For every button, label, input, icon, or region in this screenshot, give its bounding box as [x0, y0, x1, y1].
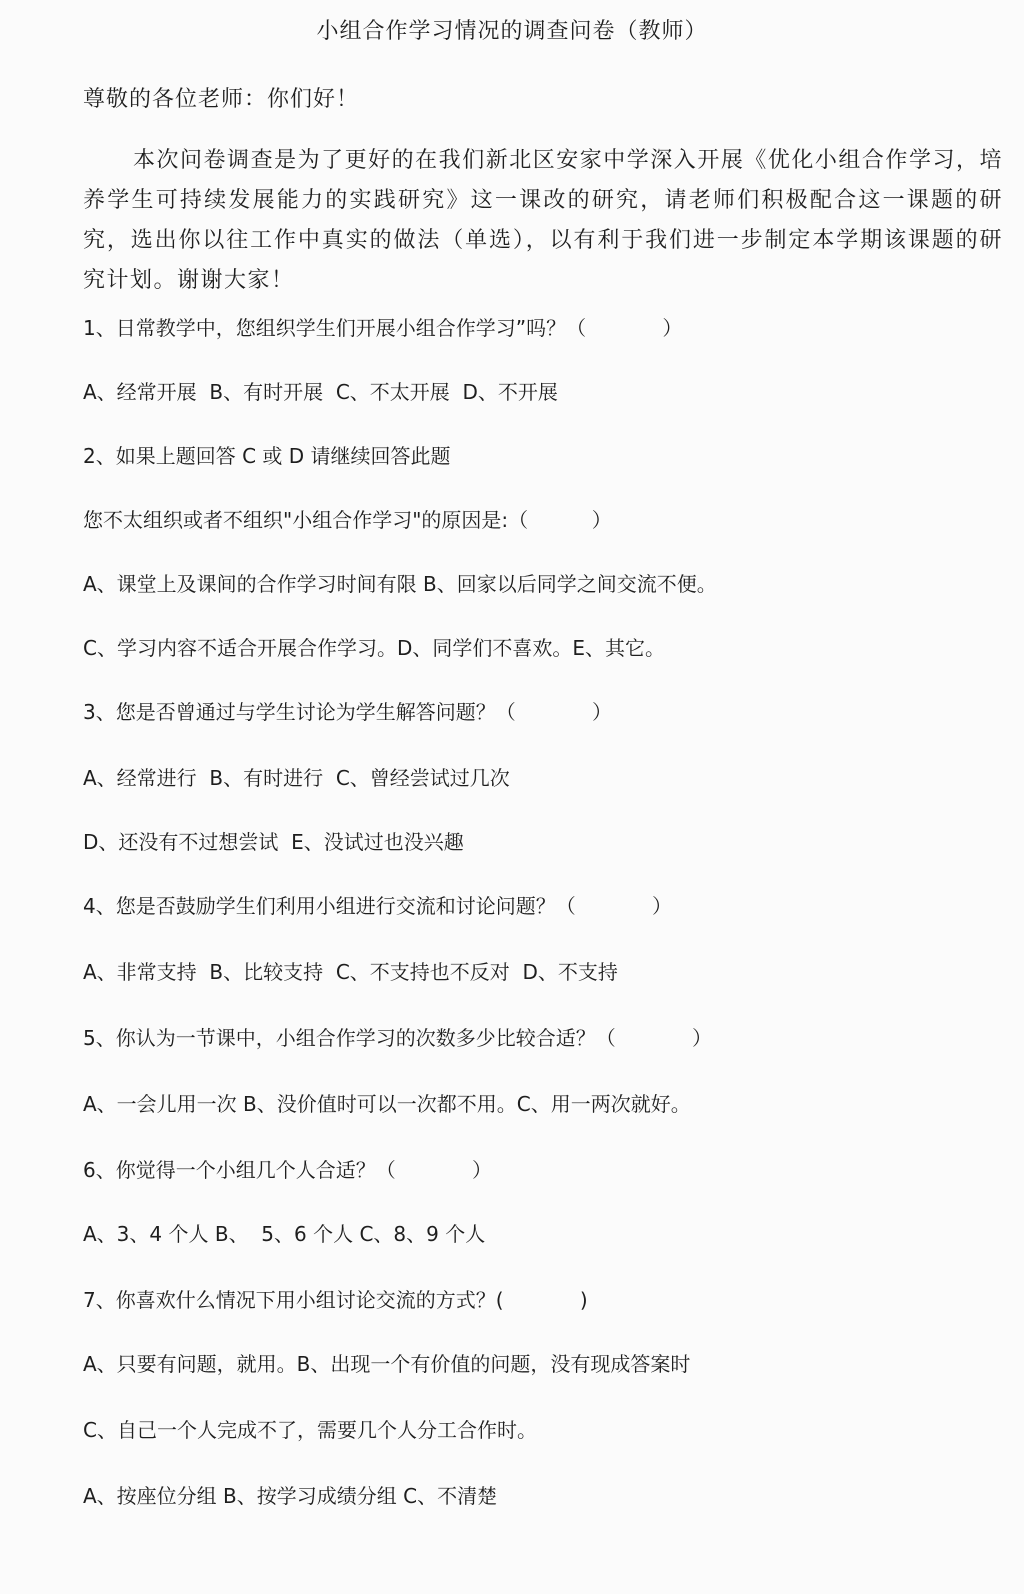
question-1: 1、日常教学中，您组织学生们开展小组合作学习”吗？（ ） — [83, 316, 683, 340]
question-2-options-line-2: C、学习内容不适合开展合作学习。D、同学们不喜欢。E、其它。 — [83, 636, 666, 660]
question-7: 7、你喜欢什么情况下用小组讨论交流的方式？( ) — [83, 1288, 588, 1312]
question-6: 6、你觉得一个小组几个人合适？（ ） — [83, 1158, 493, 1182]
question-5-options: A、一会儿用一次 B、没价值时可以一次都不用。C、用一两次就好。 — [83, 1092, 691, 1116]
question-3: 3、您是否曾通过与学生讨论为学生解答问题？（ ） — [83, 700, 613, 724]
question-6-options: A、3、4 个人 B、 5、6 个人 C、8、9 个人 — [83, 1222, 486, 1246]
question-1-options: A、经常开展 B、有时开展 C、不太开展 D、不开展 — [83, 380, 558, 404]
question-2-prompt: 您不太组织或者不组织"小组合作学习"的原因是:（ ） — [83, 508, 612, 532]
question-5: 5、你认为一节课中，小组合作学习的次数多少比较合适？（ ） — [83, 1026, 713, 1050]
page-title: 小组合作学习情况的调查问卷（教师） — [316, 19, 708, 44]
question-7-options-line-1: A、只要有问题，就用。B、出现一个有价值的问题，没有现成答案时 — [83, 1352, 691, 1376]
question-4-options: A、非常支持 B、比较支持 C、不支持也不反对 D、不支持 — [83, 960, 618, 984]
question-3-options-line-2: D、还没有不过想尝试 E、没试过也没兴趣 — [83, 830, 464, 854]
grouping-options: A、按座位分组 B、按学习成绩分组 C、不清楚 — [83, 1484, 498, 1508]
question-4: 4、您是否鼓励学生们利用小组进行交流和讨论问题？（ ） — [83, 894, 673, 918]
greeting: 尊敬的各位老师：你们好！ — [83, 87, 360, 112]
question-2-options-line-1: A、课堂上及课间的合作学习时间有限 B、回家以后同学之间交流不便。 — [83, 572, 717, 596]
intro-paragraph: 本次问卷调查是为了更好的在我们新北区安家中学深入开展《优化小组合作学习，培养学生可持续发展能力的实践研究》这一课改的研究，请老师们积极配合这一课题的研究，选出你以往工作中真实的做法（单选），以有利于我们进一步制定本学期该课题的研究计划。谢谢大家！ — [83, 148, 1003, 293]
question-3-options-line-1: A、经常进行 B、有时进行 C、曾经尝试过几次 — [83, 766, 510, 790]
question-7-options-line-2: C、自己一个人完成不了，需要几个人分工合作时。 — [83, 1418, 537, 1442]
question-2: 2、如果上题回答 C 或 D 请继续回答此题 — [83, 444, 451, 468]
